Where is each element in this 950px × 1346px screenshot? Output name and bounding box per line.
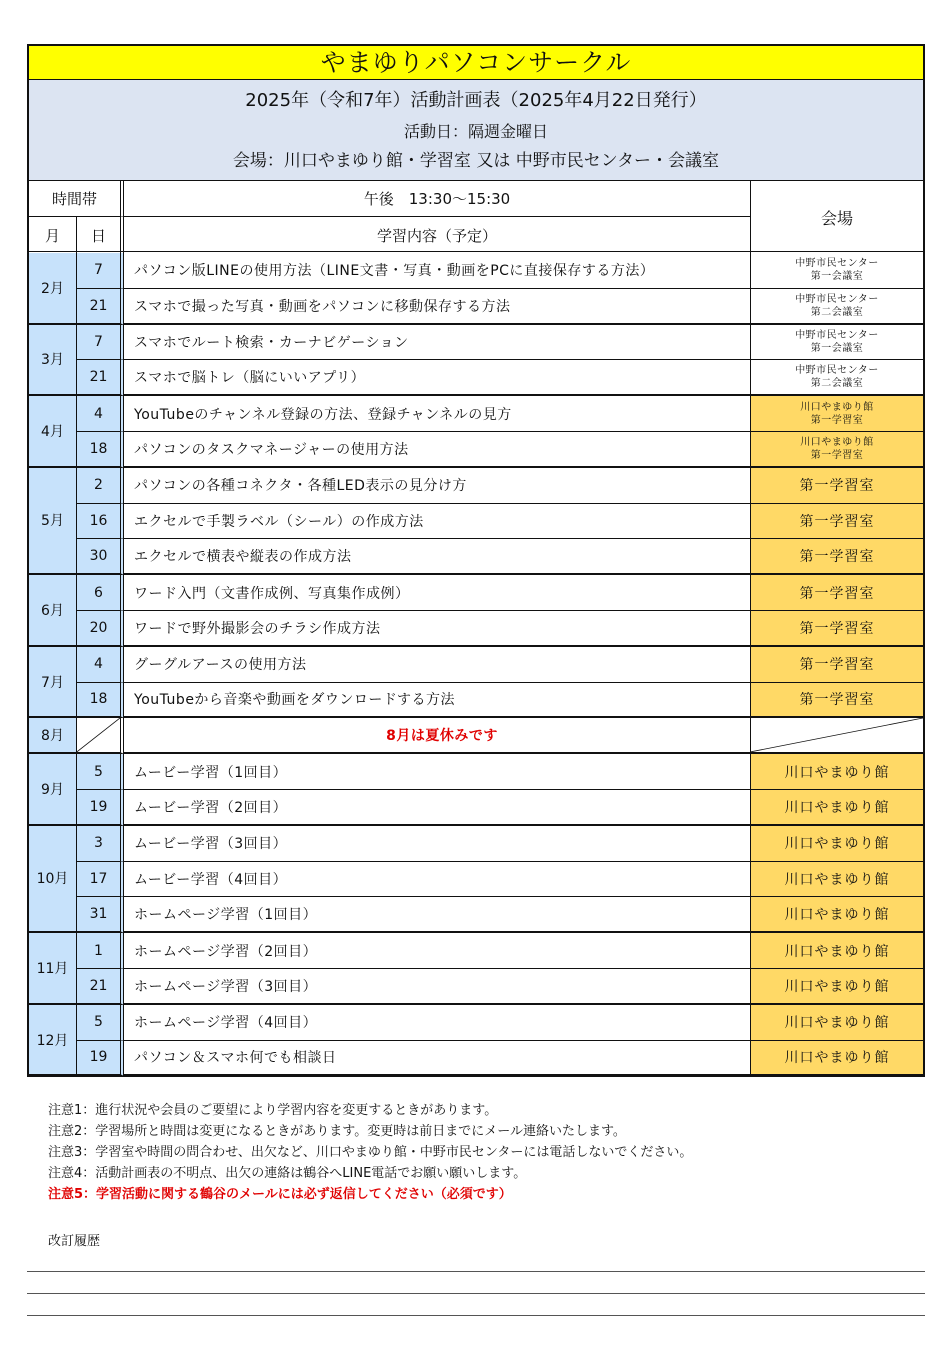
day-cell: 7 xyxy=(77,253,124,289)
content-header: 学習内容（予定） xyxy=(124,217,751,253)
venue-name: 第一学習室 xyxy=(799,478,875,495)
note-1: 注意1：進行状況や会員のご要望により学習内容を変更するときがあります。 xyxy=(48,1103,498,1118)
venue-name: 川口やまゆり館 xyxy=(784,907,890,924)
summer-notice: 8月は夏休みです xyxy=(124,718,751,754)
notes xyxy=(48,1100,692,1205)
day-cell: 18 xyxy=(77,432,124,468)
day-cell: 4 xyxy=(77,396,124,432)
schedule-frame xyxy=(27,44,925,1077)
venue-header: 会場 xyxy=(751,181,923,253)
venue-cell xyxy=(751,539,923,575)
note-5: 注意5：学習活動に関する鶴谷のメールには必ず返信してください（必須です） xyxy=(48,1187,512,1202)
venue-cell xyxy=(751,611,923,647)
venue-cell xyxy=(751,432,923,468)
venue-cell xyxy=(751,969,923,1005)
venue-cell xyxy=(751,754,923,790)
content-cell: ムービー学習（3回目） xyxy=(124,826,751,862)
content-cell: スマホでルート検索・カーナビゲーション xyxy=(124,325,751,361)
content-cell: グーグルアースの使用方法 xyxy=(124,647,751,683)
venue-cell xyxy=(751,683,923,719)
venue-name: 第一学習室 xyxy=(799,585,875,602)
venue-cell xyxy=(751,504,923,540)
content-cell: ホームページ学習（2回目） xyxy=(124,933,751,969)
venue-name: 川口やまゆり館 xyxy=(800,401,874,413)
day-header: 日 xyxy=(77,217,124,253)
venue-cell xyxy=(751,1005,923,1041)
venue-cell xyxy=(751,862,923,898)
content-cell: パソコン＆スマホ何でも相談日 xyxy=(124,1041,751,1077)
venue-name: 第一学習室 xyxy=(799,513,875,530)
day-cell: 5 xyxy=(77,1005,124,1041)
venue-name: 中野市民センター xyxy=(795,365,879,377)
day-cell-empty xyxy=(77,718,124,754)
venue-cell xyxy=(751,468,923,504)
month-cell: 12月 xyxy=(29,1005,77,1077)
revision-history-label: 改訂履歴 xyxy=(48,1234,101,1249)
time-band-header: 時間帯 xyxy=(29,181,124,217)
venue-name: 川口やまゆり館 xyxy=(784,943,890,960)
day-cell: 31 xyxy=(77,897,124,933)
day-cell: 21 xyxy=(77,360,124,396)
venue-cell xyxy=(751,897,923,933)
content-cell: パソコンの各種コネクタ・各種LED表示の見分け方 xyxy=(124,468,751,504)
note-3: 注意3：学習室や時間の問合わせ、出欠など、川口やまゆり館・中野市民センターには電話しないでください。 xyxy=(48,1145,693,1160)
content-cell: ワード入門（文書作成例、写真集作成例） xyxy=(124,575,751,611)
month-cell: 6月 xyxy=(29,575,77,647)
content-cell: スマホで脳トレ（脳にいいアプリ） xyxy=(124,360,751,396)
venue-cell xyxy=(751,933,923,969)
venue-room: 第一会議室 xyxy=(810,271,864,283)
day-cell: 20 xyxy=(77,611,124,647)
note-4: 注意4：活動計画表の不明点、出欠の連絡は鶴谷へLINE電話でお願い願いします。 xyxy=(48,1166,527,1181)
venue-name: 川口やまゆり館 xyxy=(784,871,890,888)
venue-name: 川口やまゆり館 xyxy=(784,799,890,816)
venue-name: 川口やまゆり館 xyxy=(784,836,890,853)
day-cell: 2 xyxy=(77,468,124,504)
activity-day: 活動日：隔週金曜日 xyxy=(403,122,548,141)
day-cell: 18 xyxy=(77,683,124,719)
day-cell: 17 xyxy=(77,862,124,898)
day-cell: 7 xyxy=(77,325,124,361)
venue-room: 第二会議室 xyxy=(810,378,864,390)
content-cell: ワードで野外撮影会のチラシ作成方法 xyxy=(124,611,751,647)
month-cell: 11月 xyxy=(29,933,77,1005)
content-cell: エクセルで横表や縦表の作成方法 xyxy=(124,539,751,575)
venue-name: 川口やまゆり館 xyxy=(784,1050,890,1067)
content-cell: パソコンのタスクマネージャーの使用方法 xyxy=(124,432,751,468)
content-cell: ムービー学習（2回目） xyxy=(124,790,751,826)
venue-room: 第一学習室 xyxy=(810,414,864,426)
content-cell: エクセルで手製ラベル（シール）の作成方法 xyxy=(124,504,751,540)
venue-cell xyxy=(751,396,923,432)
day-cell: 21 xyxy=(77,969,124,1005)
venue-cell-empty xyxy=(751,718,923,754)
venue-name: 川口やまゆり館 xyxy=(784,764,890,781)
month-cell: 10月 xyxy=(29,826,77,933)
venue-room: 第二会議室 xyxy=(810,306,864,318)
content-cell: スマホで撮った写真・動画をパソコンに移動保存する方法 xyxy=(124,289,751,325)
content-cell: ホームページ学習（4回目） xyxy=(124,1005,751,1041)
venue-cell xyxy=(751,790,923,826)
schedule-heading: 2025年（令和7年）活動計画表（2025年4月22日発行） xyxy=(245,90,707,111)
month-header: 月 xyxy=(29,217,77,253)
page-title: やまゆりパソコンサークル xyxy=(29,46,923,80)
venue-room: 第一学習室 xyxy=(810,449,864,461)
venue-cell xyxy=(751,647,923,683)
month-cell: 5月 xyxy=(29,468,77,575)
day-cell: 30 xyxy=(77,539,124,575)
day-cell: 21 xyxy=(77,289,124,325)
venue-cell xyxy=(751,826,923,862)
content-cell: YouTubeのチャンネル登録の方法、登録チャンネルの見方 xyxy=(124,396,751,432)
time-header: 午後 13:30～15:30 xyxy=(124,181,751,217)
venue-name: 川口やまゆり館 xyxy=(784,978,890,995)
month-cell: 9月 xyxy=(29,754,77,826)
day-cell: 16 xyxy=(77,504,124,540)
day-cell: 1 xyxy=(77,933,124,969)
venue-cell xyxy=(751,253,923,289)
content-cell: ムービー学習（4回目） xyxy=(124,862,751,898)
note-2: 注意2：学習場所と時間は変更になるときがあります。変更時は前日までにメール連絡いたします。 xyxy=(48,1124,626,1139)
diagonal-slash xyxy=(751,718,923,752)
content-cell: YouTubeから音楽や動画をダウンロードする方法 xyxy=(124,683,751,719)
content-cell: ムービー学習（1回目） xyxy=(124,754,751,790)
day-cell: 4 xyxy=(77,647,124,683)
day-cell: 19 xyxy=(77,1041,124,1077)
day-cell: 3 xyxy=(77,826,124,862)
venue-name: 第一学習室 xyxy=(799,657,875,674)
venue-name: 中野市民センター xyxy=(795,293,879,305)
venue-name: 川口やまゆり館 xyxy=(800,436,874,448)
month-cell: 4月 xyxy=(29,396,77,468)
venue-name: 中野市民センター xyxy=(795,258,879,270)
venue-name: 中野市民センター xyxy=(795,329,879,341)
month-cell: 2月 xyxy=(29,253,77,325)
day-cell: 6 xyxy=(77,575,124,611)
content-cell: ホームページ学習（3回目） xyxy=(124,969,751,1005)
venue-cell xyxy=(751,325,923,361)
venue-name: 第一学習室 xyxy=(799,620,875,637)
history-line xyxy=(27,1271,925,1272)
venue-name: 第一学習室 xyxy=(799,692,875,709)
history-line xyxy=(27,1315,925,1316)
month-cell: 7月 xyxy=(29,647,77,719)
venue-cell xyxy=(751,360,923,396)
history-line xyxy=(27,1293,925,1294)
venue-cell xyxy=(751,289,923,325)
diagonal-slash xyxy=(77,718,120,752)
month-cell: 3月 xyxy=(29,325,77,397)
content-cell: パソコン版LINEの使用方法（LINE文書・写真・動画をPCに直接保存する方法） xyxy=(124,253,751,289)
venue-cell xyxy=(751,575,923,611)
day-cell: 5 xyxy=(77,754,124,790)
header-block xyxy=(29,80,923,181)
venue-room: 第一会議室 xyxy=(810,342,864,354)
venue-name: 第一学習室 xyxy=(799,549,875,566)
venue-name: 川口やまゆり館 xyxy=(784,1015,890,1032)
content-cell: ホームページ学習（1回目） xyxy=(124,897,751,933)
venue-info: 会場：川口やまゆり館・学習室 又は 中野市民センター・会議室 xyxy=(232,151,720,171)
day-cell: 19 xyxy=(77,790,124,826)
venue-cell xyxy=(751,1041,923,1077)
month-cell: 8月 xyxy=(29,718,77,754)
